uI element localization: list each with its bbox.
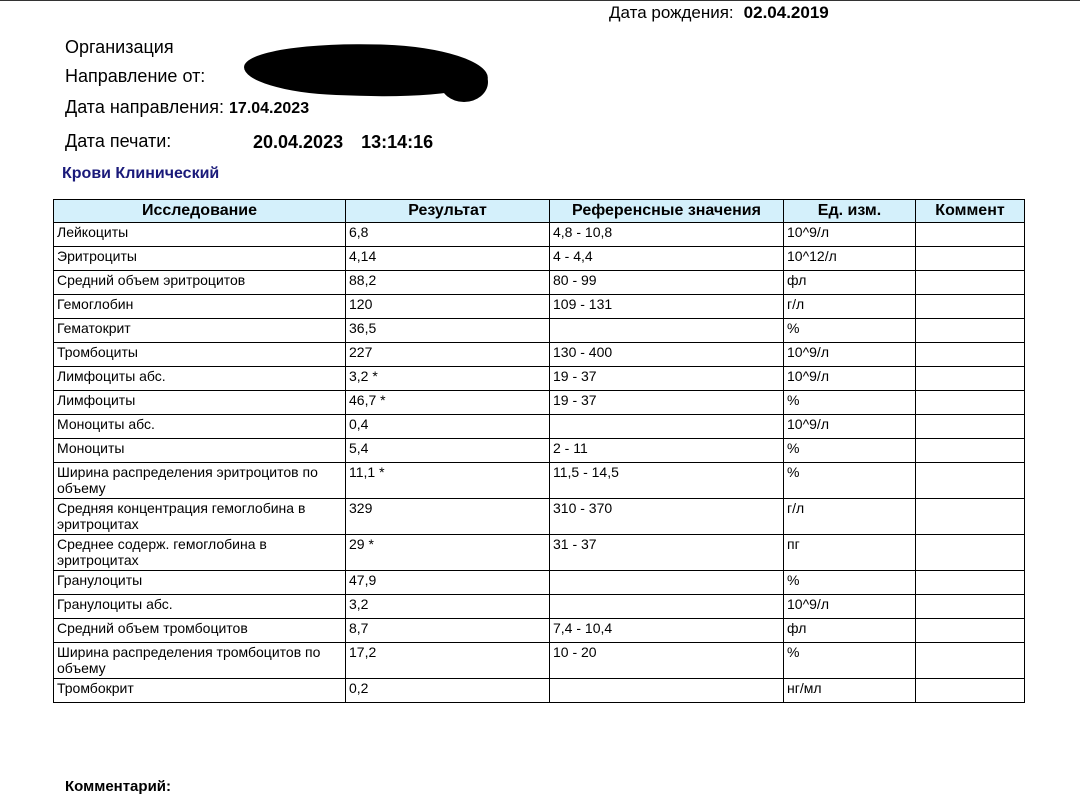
cell-test: Гемоглобин: [54, 295, 346, 319]
table-row: [54, 319, 1025, 343]
cell-unit: 10^9/л: [784, 223, 916, 247]
cell-unit: 10^9/л: [784, 415, 916, 439]
cell-unit: %: [784, 391, 916, 415]
cell-test: Эритроциты: [54, 247, 346, 271]
table-row: [54, 439, 1025, 463]
table-row: [54, 619, 1025, 643]
cell-test: Тромбоциты: [54, 343, 346, 367]
table-row: [54, 535, 1025, 571]
cell-result: 17,2: [346, 643, 550, 679]
cell-reference: 109 - 131: [550, 295, 784, 319]
cell-unit: фл: [784, 271, 916, 295]
cell-result: 3,2: [346, 595, 550, 619]
cell-comment: [916, 535, 1025, 571]
cell-reference: 4 - 4,4: [550, 247, 784, 271]
cell-test: Моноциты абс.: [54, 415, 346, 439]
cell-result: 6,8: [346, 223, 550, 247]
cell-result: 0,2: [346, 679, 550, 703]
cell-comment: [916, 439, 1025, 463]
top-rule: [0, 0, 1080, 1]
cell-result: 11,1 *: [346, 463, 550, 499]
column-header-comment: Коммент: [916, 200, 1025, 223]
cell-unit: г/л: [784, 499, 916, 535]
cell-test: Средняя концентрация гемоглобина в эритроцитах: [54, 499, 346, 535]
table-row: [54, 343, 1025, 367]
table-row: [54, 463, 1025, 499]
cell-reference: 19 - 37: [550, 391, 784, 415]
cell-reference: 31 - 37: [550, 535, 784, 571]
cell-unit: %: [784, 439, 916, 463]
cell-unit: 10^9/л: [784, 343, 916, 367]
table-row: [54, 295, 1025, 319]
cell-unit: пг: [784, 535, 916, 571]
direction-date-label: Дата направления:: [65, 97, 224, 117]
table-header-row: [54, 200, 1025, 223]
cell-reference: 19 - 37: [550, 367, 784, 391]
table-row: [54, 415, 1025, 439]
column-header-result: Результат: [346, 200, 550, 223]
cell-reference: [550, 571, 784, 595]
cell-reference: [550, 319, 784, 343]
cell-test: Средний объем тромбоцитов: [54, 619, 346, 643]
cell-reference: 80 - 99: [550, 271, 784, 295]
organization-label: Организация: [65, 37, 174, 57]
direction-date-value: 17.04.2023: [229, 100, 310, 117]
cell-result: 4,14: [346, 247, 550, 271]
cell-reference: [550, 415, 784, 439]
cell-result: 5,4: [346, 439, 550, 463]
cell-comment: [916, 391, 1025, 415]
print-time-value: 13:14:16: [361, 132, 434, 152]
results-table: [53, 199, 1025, 703]
cell-comment: [916, 463, 1025, 499]
cell-reference: 310 - 370: [550, 499, 784, 535]
cell-comment: [916, 619, 1025, 643]
cell-test: Средний объем эритроцитов: [54, 271, 346, 295]
cell-reference: 4,8 - 10,8: [550, 223, 784, 247]
cell-test: Моноциты: [54, 439, 346, 463]
cell-comment: [916, 319, 1025, 343]
organization-row: [65, 37, 174, 58]
direction-from-label: Направление от:: [65, 66, 206, 86]
cell-reference: [550, 679, 784, 703]
cell-comment: [916, 571, 1025, 595]
cell-test: Лимфоциты: [54, 391, 346, 415]
cell-result: 120: [346, 295, 550, 319]
cell-result: 47,9: [346, 571, 550, 595]
cell-test: Лимфоциты абс.: [54, 367, 346, 391]
cell-unit: фл: [784, 619, 916, 643]
table-row: [54, 271, 1025, 295]
cell-result: 0,4: [346, 415, 550, 439]
direction-from-row: [65, 66, 205, 87]
direction-date-row: [65, 97, 309, 118]
table-row: [54, 571, 1025, 595]
cell-unit: 10^9/л: [784, 367, 916, 391]
table-row: [54, 391, 1025, 415]
cell-comment: [916, 271, 1025, 295]
cell-unit: 10^9/л: [784, 595, 916, 619]
cell-comment: [916, 595, 1025, 619]
comment-label: Комментарий:: [65, 778, 172, 795]
cell-test: Ширина распределения эритроцитов по объему: [54, 463, 346, 499]
table-row: [54, 367, 1025, 391]
cell-test: Лейкоциты: [54, 223, 346, 247]
table-row: [54, 247, 1025, 271]
cell-result: 8,7: [346, 619, 550, 643]
print-date-value: 20.04.2023: [253, 132, 344, 152]
cell-reference: 11,5 - 14,5: [550, 463, 784, 499]
cell-test: Гранулоциты абс.: [54, 595, 346, 619]
cell-reference: 10 - 20: [550, 643, 784, 679]
cell-test: Ширина распределения тромбоцитов по объему: [54, 643, 346, 679]
cell-reference: 2 - 11: [550, 439, 784, 463]
cell-comment: [916, 247, 1025, 271]
birth-date-value: 02.04.2019: [743, 3, 829, 22]
table-row: [54, 223, 1025, 247]
birth-date: [609, 3, 829, 23]
print-date-row: [65, 131, 434, 152]
cell-comment: [916, 223, 1025, 247]
cell-test: Гранулоциты: [54, 571, 346, 595]
cell-comment: [916, 679, 1025, 703]
redaction-mark: [440, 62, 488, 102]
table-row: [54, 679, 1025, 703]
cell-unit: г/л: [784, 295, 916, 319]
cell-test: Среднее содерж. гемоглобина в эритроцитах: [54, 535, 346, 571]
table-row: [54, 643, 1025, 679]
cell-comment: [916, 295, 1025, 319]
birth-date-label: Дата рождения:: [609, 3, 734, 22]
cell-result: 36,5: [346, 319, 550, 343]
cell-unit: %: [784, 643, 916, 679]
cell-test: Тромбокрит: [54, 679, 346, 703]
cell-result: 3,2 *: [346, 367, 550, 391]
cell-comment: [916, 343, 1025, 367]
cell-reference: 130 - 400: [550, 343, 784, 367]
cell-unit: %: [784, 319, 916, 343]
cell-test: Гематокрит: [54, 319, 346, 343]
column-header-reference: Референсные значения: [550, 200, 784, 223]
cell-result: 329: [346, 499, 550, 535]
cell-result: 29 *: [346, 535, 550, 571]
column-header-test: Исследование: [54, 200, 346, 223]
cell-unit: нг/мл: [784, 679, 916, 703]
cell-comment: [916, 499, 1025, 535]
cell-result: 227: [346, 343, 550, 367]
print-date-label: Дата печати:: [65, 131, 172, 151]
table-row: [54, 499, 1025, 535]
section-title: Крови Клинический: [62, 165, 220, 182]
cell-unit: %: [784, 463, 916, 499]
cell-comment: [916, 643, 1025, 679]
cell-unit: %: [784, 571, 916, 595]
cell-comment: [916, 415, 1025, 439]
cell-reference: [550, 595, 784, 619]
cell-result: 46,7 *: [346, 391, 550, 415]
cell-reference: 7,4 - 10,4: [550, 619, 784, 643]
column-header-unit: Ед. изм.: [784, 200, 916, 223]
cell-result: 88,2: [346, 271, 550, 295]
cell-unit: 10^12/л: [784, 247, 916, 271]
table-row: [54, 595, 1025, 619]
print-date-value-group: [253, 132, 433, 153]
cell-comment: [916, 367, 1025, 391]
